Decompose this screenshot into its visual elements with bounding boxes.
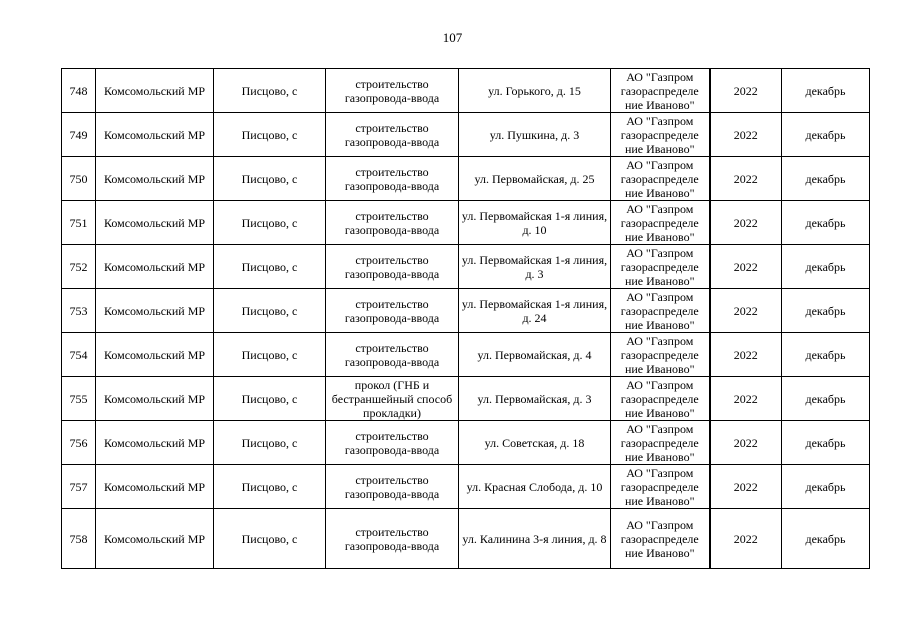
table-row [62, 377, 870, 421]
district-cell: Комсомольский МР [96, 509, 214, 569]
work-type-cell: строительство газопровода-ввода [326, 465, 459, 509]
table-row [62, 201, 870, 245]
address-cell: ул. Советская, д. 18 [459, 421, 611, 465]
table-row [62, 333, 870, 377]
month-cell: декабрь [782, 377, 870, 421]
table-row [62, 157, 870, 201]
organization-cell: АО "Газпром газораспределе ние Иваново" [611, 113, 710, 157]
locality-cell: Писцово, с [214, 333, 326, 377]
row-number-cell: 748 [62, 69, 96, 113]
month-cell: декабрь [782, 509, 870, 569]
work-type-cell: строительство газопровода-ввода [326, 201, 459, 245]
organization-cell: АО "Газпром газораспределе ние Иваново" [611, 465, 710, 509]
year-cell: 2022 [710, 245, 782, 289]
year-cell: 2022 [710, 465, 782, 509]
year-cell: 2022 [710, 201, 782, 245]
organization-cell: АО "Газпром газораспределе ние Иваново" [611, 157, 710, 201]
year-cell: 2022 [710, 509, 782, 569]
locality-cell: Писцово, с [214, 465, 326, 509]
address-cell: ул. Первомайская, д. 4 [459, 333, 611, 377]
address-cell: ул. Пушкина, д. 3 [459, 113, 611, 157]
row-number-cell: 755 [62, 377, 96, 421]
address-cell: ул. Первомайская 1-я линия, д. 10 [459, 201, 611, 245]
row-number-cell: 750 [62, 157, 96, 201]
locality-cell: Писцово, с [214, 201, 326, 245]
work-type-cell: прокол (ГНБ и бестраншейный способ прокладки) [326, 377, 459, 421]
address-cell: ул. Красная Слобода, д. 10 [459, 465, 611, 509]
district-cell: Комсомольский МР [96, 113, 214, 157]
district-cell: Комсомольский МР [96, 377, 214, 421]
district-cell: Комсомольский МР [96, 157, 214, 201]
year-cell: 2022 [710, 377, 782, 421]
locality-cell: Писцово, с [214, 509, 326, 569]
month-cell: декабрь [782, 157, 870, 201]
locality-cell: Писцово, с [214, 113, 326, 157]
month-cell: декабрь [782, 333, 870, 377]
work-type-cell: строительство газопровода-ввода [326, 157, 459, 201]
work-type-cell: строительство газопровода-ввода [326, 289, 459, 333]
locality-cell: Писцово, с [214, 245, 326, 289]
district-cell: Комсомольский МР [96, 201, 214, 245]
address-cell: ул. Первомайская, д. 25 [459, 157, 611, 201]
address-cell: ул. Первомайская 1-я линия, д. 3 [459, 245, 611, 289]
organization-cell: АО "Газпром газораспределе ние Иваново" [611, 333, 710, 377]
row-number-cell: 754 [62, 333, 96, 377]
locality-cell: Писцово, с [214, 421, 326, 465]
row-number-cell: 749 [62, 113, 96, 157]
district-cell: Комсомольский МР [96, 421, 214, 465]
gasification-table [61, 68, 870, 569]
year-cell: 2022 [710, 421, 782, 465]
year-cell: 2022 [710, 333, 782, 377]
work-type-cell: строительство газопровода-ввода [326, 509, 459, 569]
district-cell: Комсомольский МР [96, 245, 214, 289]
month-cell: декабрь [782, 245, 870, 289]
organization-cell: АО "Газпром газораспределе ние Иваново" [611, 377, 710, 421]
month-cell: декабрь [782, 113, 870, 157]
address-cell: ул. Горького, д. 15 [459, 69, 611, 113]
work-type-cell: строительство газопровода-ввода [326, 333, 459, 377]
district-cell: Комсомольский МР [96, 333, 214, 377]
table-row [62, 69, 870, 113]
locality-cell: Писцово, с [214, 69, 326, 113]
table-row [62, 289, 870, 333]
month-cell: декабрь [782, 465, 870, 509]
table-row [62, 245, 870, 289]
district-cell: Комсомольский МР [96, 465, 214, 509]
work-type-cell: строительство газопровода-ввода [326, 421, 459, 465]
work-type-cell: строительство газопровода-ввода [326, 69, 459, 113]
locality-cell: Писцово, с [214, 377, 326, 421]
year-cell: 2022 [710, 157, 782, 201]
table-row [62, 509, 870, 569]
page-number: 107 [442, 30, 463, 45]
row-number-cell: 751 [62, 201, 96, 245]
row-number-cell: 758 [62, 509, 96, 569]
address-cell: ул. Первомайская 1-я линия, д. 24 [459, 289, 611, 333]
row-number-cell: 757 [62, 465, 96, 509]
month-cell: декабрь [782, 421, 870, 465]
month-cell: декабрь [782, 289, 870, 333]
row-number-cell: 752 [62, 245, 96, 289]
row-number-cell: 753 [62, 289, 96, 333]
month-cell: декабрь [782, 69, 870, 113]
year-cell: 2022 [710, 69, 782, 113]
locality-cell: Писцово, с [214, 157, 326, 201]
district-cell: Комсомольский МР [96, 69, 214, 113]
work-type-cell: строительство газопровода-ввода [326, 113, 459, 157]
address-cell: ул. Первомайская, д. 3 [459, 377, 611, 421]
work-type-cell: строительство газопровода-ввода [326, 245, 459, 289]
organization-cell: АО "Газпром газораспределе ние Иваново" [611, 509, 710, 569]
year-cell: 2022 [710, 113, 782, 157]
month-cell: декабрь [782, 201, 870, 245]
locality-cell: Писцово, с [214, 289, 326, 333]
table-row [62, 421, 870, 465]
organization-cell: АО "Газпром газораспределе ние Иваново" [611, 201, 710, 245]
organization-cell: АО "Газпром газораспределе ние Иваново" [611, 289, 710, 333]
row-number-cell: 756 [62, 421, 96, 465]
year-cell: 2022 [710, 289, 782, 333]
address-cell: ул. Калинина 3-я линия, д. 8 [459, 509, 611, 569]
organization-cell: АО "Газпром газораспределе ние Иваново" [611, 69, 710, 113]
organization-cell: АО "Газпром газораспределе ние Иваново" [611, 421, 710, 465]
table-row [62, 465, 870, 509]
organization-cell: АО "Газпром газораспределе ние Иваново" [611, 245, 710, 289]
table-row [62, 113, 870, 157]
district-cell: Комсомольский МР [96, 289, 214, 333]
